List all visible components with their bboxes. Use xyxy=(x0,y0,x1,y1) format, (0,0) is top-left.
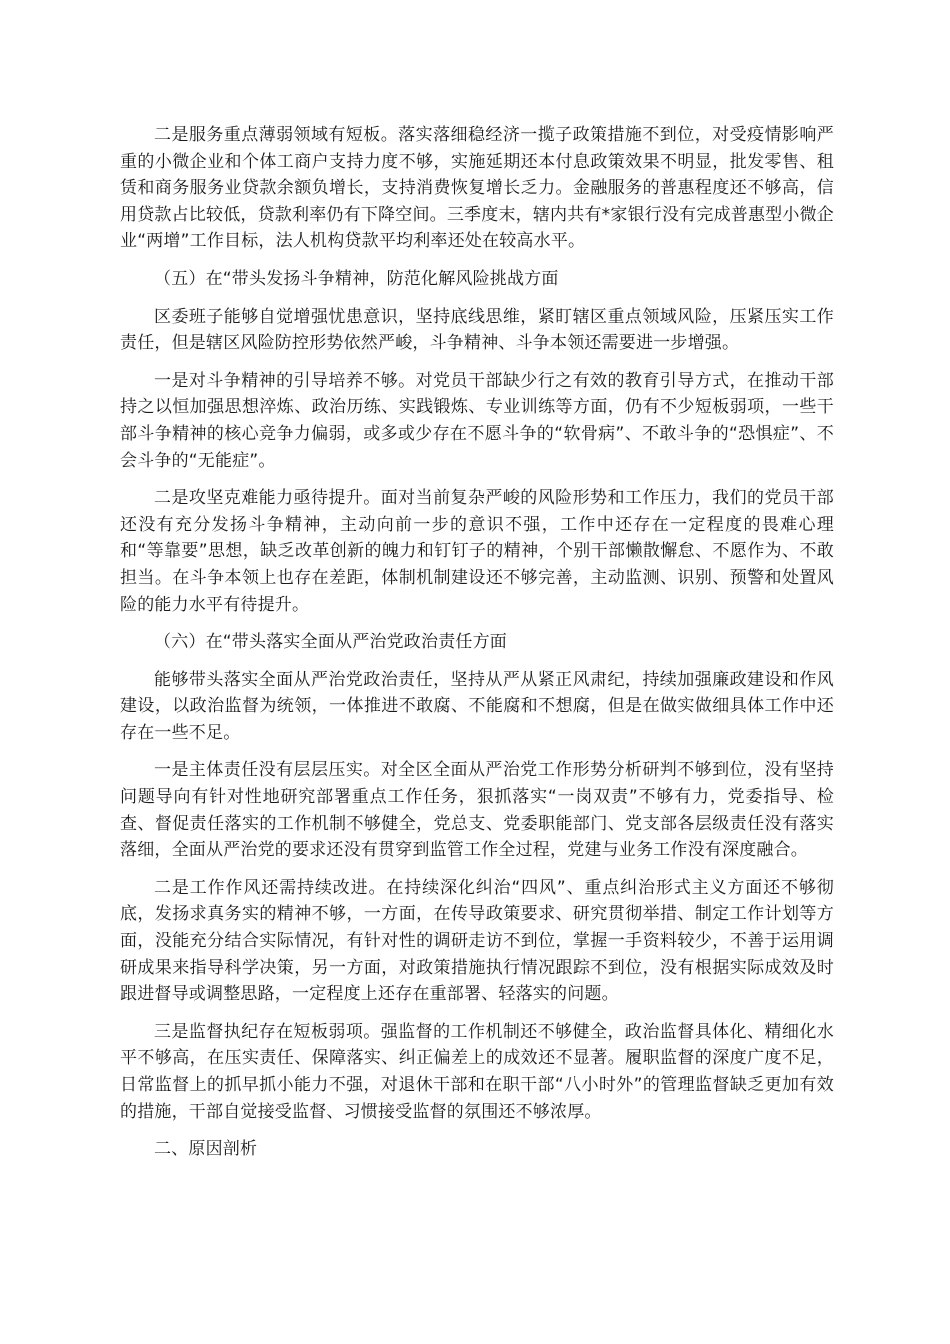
paragraph-responsibility: 一是主体责任没有层层压实。对全区全面从严治党工作形势分析研判不够到位，没有坚持问题导向有针对性地研究部署重点工作任务，狠抓落实“一岗双责”不够有力，党委指导、检查、督促责任落实的工作机制不够健全，党总支、党委职能部门、党支部各层级责任没有落实落细，全面从严治党的要求还没有贯穿到监管工作全过程，党建与业务工作没有深度融合。 xyxy=(120,760,834,861)
document-body xyxy=(120,122,834,1174)
section-heading-six: （六）在“带头落实全面从严治党政治责任方面 xyxy=(154,632,508,653)
paragraph-party-overview: 能够带头落实全面从严治党政治责任，坚持从严从紧正风肃纪，持续加强廉政建设和作风建设，以政治监督为统领，一体推进不敢腐、不能腐和不想腐，但是在做实做细具体工作中还存在一些不足。 xyxy=(120,669,834,743)
paragraph-supervision: 三是监督执纪存在短板弱项。强监督的工作机制还不够健全，政治监督具体化、精细化水平不够高，在压实责任、保障落实、纠正偏差上的成效还不显著。履职监督的深度广度不足，日常监督上的抓早抓小能力不强，对退休干部和在职干部“八小时外”的管理监督缺乏更加有效的措施，干部自觉接受监督、习惯接受监督的氛围还不够浓厚。 xyxy=(120,1021,834,1122)
paragraph-struggle-spirit: 一是对斗争精神的引导培养不够。对党员干部缺少行之有效的教育引导方式，在推动干部持之以恒加强思想淬炼、政治历练、实践锻炼、专业训练等方面，仍有不少短板弱项，一些干部斗争精神的核心竞争力偏弱，或多或少存在不愿斗争的“软骨病”、不敢斗争的“恐惧症”、不会斗争的“无能症”。 xyxy=(120,370,834,471)
section-heading-cause-analysis: 二、原因剖析 xyxy=(154,1139,258,1160)
paragraph-capability: 二是攻坚克难能力亟待提升。面对当前复杂严峻的风险形势和工作压力，我们的党员干部还没有充分发扬斗争精神，主动向前一步的意识不强，工作中还存在一定程度的畏难心理和“等靠要”思想，缺乏改革创新的魄力和钉钉子的精神，个别干部懒散懈怠、不愿作为、不敢担当。在斗争本领上也存在差距，体制机制建设还不够完善，主动监测、识别、预警和处置风险的能力水平有待提升。 xyxy=(120,488,834,615)
paragraph-work-style: 二是工作作风还需持续改进。在持续深化纠治“四风”、重点纠治形式主义方面还不够彻底，发扬求真务实的精神不够，一方面，在传导政策要求、研究贯彻举措、制定工作计划等方面，没能充分结合实际情况，有针对性的调研走访不到位，掌握一手资料较少，不善于运用调研成果来指导科学决策，另一方面，对政策措施执行情况跟踪不到位，没有根据实际成效及时跟进督导或调整思路，一定程度上还存在重部署、轻落实的问题。 xyxy=(120,877,834,1005)
section-heading-five: （五）在“带头发扬斗争精神，防范化解风险挑战方面 xyxy=(154,268,559,289)
paragraph-risk-overview: 区委班子能够自觉增强忧患意识，坚持底线思维，紧盯辖区重点领域风险，压紧压实工作责任，但是辖区风险防控形势依然严峻，斗争精神、斗争本领还需要进一步增强。 xyxy=(120,306,834,354)
paragraph-service-shortcomings: 二是服务重点薄弱领域有短板。落实落细稳经济一揽子政策措施不到位，对受疫情影响严重的小微企业和个体工商户支持力度不够，实施延期还本付息政策效果不明显，批发零售、租赁和商务服务业贷款余额负增长，支持消费恢复增长乏力。金融服务的普惠程度还不够高，信用贷款占比较低，贷款利率仍有下降空间。三季度末，辖内共有*家银行没有完成普惠型小微企业“两增”工作目标，法人机构贷款平均利率还处在较高水平。 xyxy=(120,125,834,252)
